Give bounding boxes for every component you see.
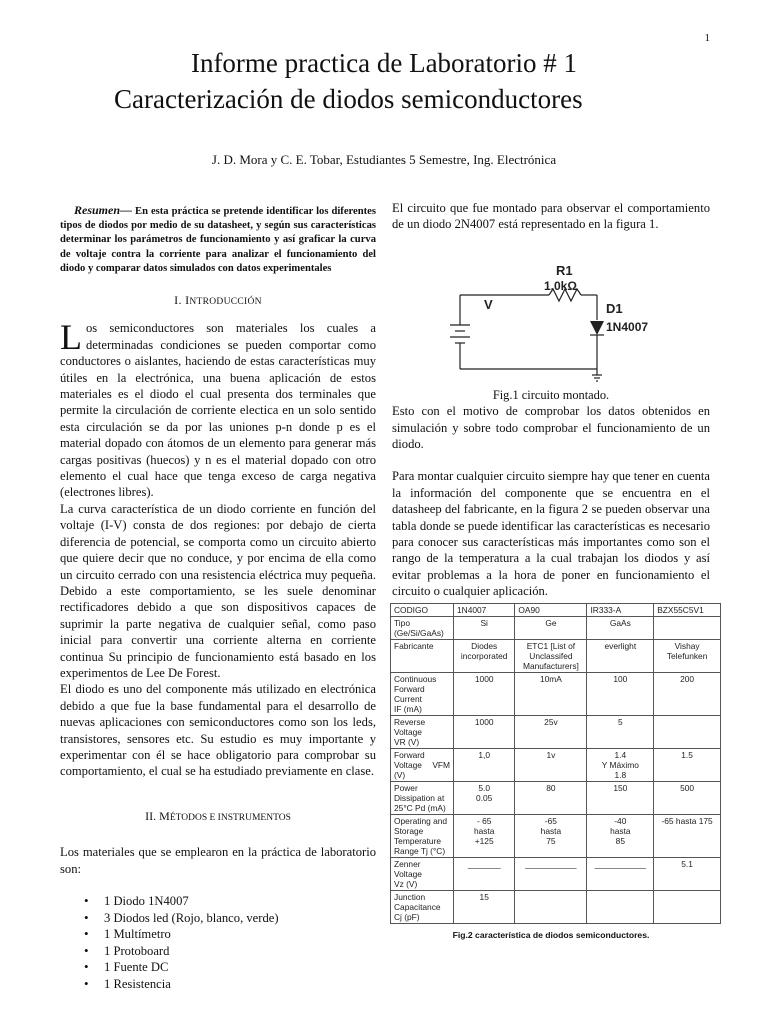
circuit-diagram [434, 255, 664, 385]
right-paragraph-1: Esto con el motivo de comprobar los datos obtenidos en simulación y sobre todo comprobar el funcionamiento de un diodo. [392, 404, 710, 452]
left-column [60, 203, 376, 993]
table-cell: -40 hasta 85 [587, 814, 654, 857]
figure-1-caption: Fig.1 circuito montado. [492, 387, 610, 402]
table-row-label: Operating and Storage Temperature Range Tj (°C) [391, 814, 454, 857]
figure-2-caption: Fig.2 característica de diodos semiconductores. [452, 929, 650, 940]
drop-cap: L [60, 317, 82, 358]
abstract [60, 203, 376, 276]
section-initial: I [185, 293, 190, 308]
abstract-keyword: Resumen— [74, 203, 133, 217]
table-row [391, 814, 721, 857]
table-cell: 5.0 0.05 [454, 781, 515, 814]
table-cell [654, 616, 721, 639]
table-row-label: Forward Voltage VFM (V) [391, 748, 454, 781]
table-header-cell: BZX55C5V1 [654, 603, 721, 616]
table-row-label: Reverse Voltage VR (V) [391, 715, 454, 748]
table-row [391, 857, 721, 890]
table-cell: 150 [587, 781, 654, 814]
table-cell: ___________ [587, 857, 654, 890]
table-cell: ETC1 [List of Unclassifed Manufacturers] [515, 639, 587, 672]
section-numeral: II. [145, 808, 160, 823]
materials-list [60, 893, 376, 993]
title-line-1: Informe practica de Laboratorio # 1 [190, 48, 578, 78]
table-row-label: Power Dissipation at 25°C Pd (mA) [391, 781, 454, 814]
table-header-cell: CODIGO [391, 603, 454, 616]
table-cell [515, 890, 587, 923]
table-cell [654, 890, 721, 923]
spacer [392, 452, 710, 468]
table-cell: 1000 [454, 715, 515, 748]
r1-label: R1 [556, 262, 573, 278]
right-paragraph-2: Para montar cualquier circuito siempre hay que tener en cuenta la información del componente que se encuentra en el datasheep del fabricante, en la figura 2 se pueden observar una tabla donde se puede identificar las características es necesario para conocer sus características más importantes como son el rango de la temperatura a la cual trabajan los diodos y así evitar problemas a la hora de poner en funcionamiento el circuito o cualquier aplicación. [392, 469, 710, 599]
table-cell: -65 hasta 175 [654, 814, 721, 857]
table-cell: 1.4 Y Máximo 1.8 [587, 748, 654, 781]
list-item: • 1 Protoboard [104, 943, 376, 960]
table-cell [587, 890, 654, 923]
table-cell: Ge [515, 616, 587, 639]
abstract-text: En esta práctica se pretende identificar los diferentes tipos de diodos por medio de su datasheet, y según sus características determinar los parámetros de funcionamiento y así graficar la curva de voltaje contra la corriente para analizar el funcionamiento del diodo y comparar datos simulados con datos experimentales [60, 206, 376, 274]
list-item: • 1 Diodo 1N4007 [104, 893, 376, 910]
table-row-label: Tipo (Ge/Si/GaAs) [391, 616, 454, 639]
intro-paragraph-1-text: os semiconductores son materiales los cuales a determinadas condiciones se pueden comportar como conductores o aislantes, haciendo de estas características muy útiles en la electrónica, una buena aplicación de estos materiales es el diodo el cual presenta dos terminales que permite la circulación de corriente electica en un solo sentido esta circulación se da por las uniones p-n donde p es el material dopado con átomos de un elemento para generar más cargas positivas (huecos) y n es el material dopado con otro elemento el cual hace que tenga exceso de carga negativa (electrones libres). [60, 321, 376, 500]
authors: J. D. Mora y C. E. Tobar, Estudiantes 5 Semestre, Ing. Electrónica [211, 152, 557, 167]
table-cell: _______ [454, 857, 515, 890]
table-row-label: Fabricante [391, 639, 454, 672]
table-cell: 1v [515, 748, 587, 781]
title-line-2: Caracterización de diodos semiconductores [114, 84, 583, 114]
table-row [391, 781, 721, 814]
list-item: • 1 Resistencia [104, 976, 376, 993]
table-cell: 15 [454, 890, 515, 923]
list-item: • 3 Diodos led (Rojo, blanco, verde) [104, 910, 376, 927]
table-row [391, 890, 721, 923]
page-number: 1 [704, 32, 710, 44]
table-cell: everlight [587, 639, 654, 672]
intro-paragraph-2: La curva característica de un diodo corriente en función del voltaje (I-V) consta de dos regiones: por debajo de cierta diferencia de potencial, se comporta como un circuito abierto que quiere decir que no conduce, y por encima de ella como un circuito cerrado con una resistencia eléctrica muy pequeña. Debido a este comportamiento, se les suele denominar rectificadores debido a que son dispositivos capaces de suprimir la parte negativa de cualquier señal, como paso inicial para convertir una corriente alterna en corriente continua Su principio de funcionamiento está basado en los experimentos de Lee De Forest. [60, 501, 376, 680]
table-cell: Diodes incorporated [454, 639, 515, 672]
table-header-cell: 1N4007 [454, 603, 515, 616]
table-cell: GaAs [587, 616, 654, 639]
table-cell: ___________ [515, 857, 587, 890]
table-cell: 10mA [515, 672, 587, 715]
table-cell: 80 [515, 781, 587, 814]
table-cell: 5 [587, 715, 654, 748]
list-item: • 1 Multímetro [104, 926, 376, 943]
table-cell: 200 [654, 672, 721, 715]
table-cell: Si [454, 616, 515, 639]
materials-intro: Los materiales que se emplearon en la práctica de laboratorio son: [60, 845, 376, 876]
table-cell: -65 hasta 75 [515, 814, 587, 857]
section-numeral: I. [174, 293, 186, 308]
list-item: • 1 Fuente DC [104, 959, 376, 976]
table-cell: Vishay Telefunken [654, 639, 721, 672]
table-header-row [391, 603, 721, 616]
section-rest: ÉTODOS E INSTRUMENTOS [169, 812, 291, 823]
table-body [391, 616, 721, 923]
circuit-intro: El circuito que fue montado para observar el comportamiento de un diodo 2N4007 está representado en la figura 1. [392, 201, 710, 232]
table-cell: 1.5 [654, 748, 721, 781]
right-column [392, 200, 713, 943]
table-cell: 500 [654, 781, 721, 814]
table-row-label: Junction Capacitance Cj (pF) [391, 890, 454, 923]
section-heading-introduccion [60, 292, 376, 310]
table-row [391, 639, 721, 672]
section-heading-metodos [60, 808, 376, 826]
table-row [391, 715, 721, 748]
table-row-label: Continuous Forward Current IF (mA) [391, 672, 454, 715]
table-cell: 100 [587, 672, 654, 715]
intro-paragraph-3: El diodo es uno del componente más utilizado en electrónica debido a que fue la base fundamental para el desarrollo de nuevas aplicaciones con semiconductores como son los leds, transistores, sensores etc. Su estudio es muy importante y experimentar con él se hace obligatorio para comprobar su comportamiento, el cual se ha estudiado previamente en clase. [60, 682, 376, 779]
section-rest: NTRODUCCIÓN [189, 297, 262, 308]
intro-paragraph-1 [60, 317, 376, 500]
table-header-cell: OA90 [515, 603, 587, 616]
d1-value: 1N4007 [606, 319, 649, 334]
v-label: V [484, 296, 493, 312]
table-row [391, 672, 721, 715]
table-cell: 5.1 [654, 857, 721, 890]
table-cell: 25v [515, 715, 587, 748]
table-row [391, 616, 721, 639]
table-cell: - 65 hasta +125 [454, 814, 515, 857]
d1-label: D1 [606, 300, 623, 316]
table-cell: 1000 [454, 672, 515, 715]
table-row-label: Zenner Voltage Vz (V) [391, 857, 454, 890]
diode-specs-table [390, 603, 721, 924]
section-initial: M [159, 808, 170, 823]
table-row [391, 748, 721, 781]
r1-value: 1.0kΩ [544, 278, 577, 293]
table-cell [654, 715, 721, 748]
table-header-cell: IR333-A [587, 603, 654, 616]
diode-symbol [590, 321, 604, 335]
table-cell: 1,0 [454, 748, 515, 781]
